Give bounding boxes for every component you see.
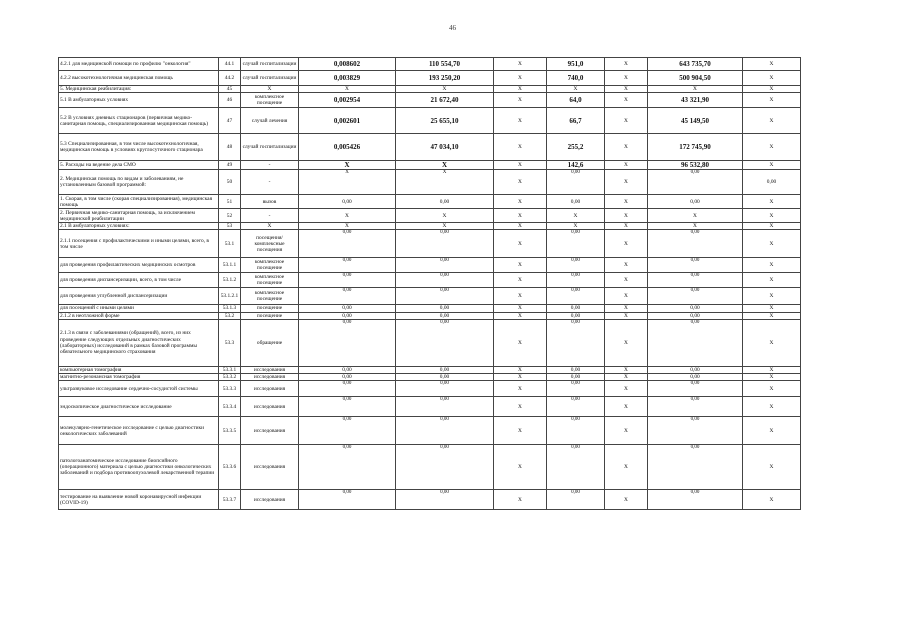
value-percent: 0,00 [743,170,801,195]
value-x: X [605,397,648,417]
financing-table [58,57,801,510]
table-row [59,170,801,195]
table-row [59,195,801,209]
table-row [59,417,801,445]
value-budget: X [494,288,547,305]
value-x: X [605,366,648,373]
value-standard: 0,00 [299,366,396,373]
value-standard: X [299,170,396,195]
value-oms-amount: 0,00 [547,490,605,510]
row-number: 53.3.3 [219,381,241,397]
table-row [59,288,801,305]
row-unit: вызов [241,195,299,209]
value-oms-amount: 255,2 [547,134,605,161]
value-percent: X [743,397,801,417]
value-budget: X [494,445,547,490]
row-number: 53.3.4 [219,397,241,417]
table-row [59,161,801,170]
value-standard: 0,00 [299,381,396,397]
row-name: ультразвуковое исследование сердечно-сосудистой системы [59,381,219,397]
row-number: 53.1.1 [219,258,241,273]
table-row [59,108,801,134]
row-number: 49 [219,161,241,170]
value-oms-amount: 0,00 [547,374,605,381]
table-row [59,374,801,381]
value-percent: X [743,71,801,86]
value-percent: X [743,366,801,373]
row-unit: случай лечения [241,108,299,134]
value-oms-total: 43 321,90 [648,93,743,108]
value-oms-amount: X [547,223,605,230]
row-name: 2.1.2 в неотложной форме [59,312,219,319]
value-x: X [605,223,648,230]
value-oms-total: 96 532,80 [648,161,743,170]
value-oms-amount: 66,7 [547,108,605,134]
value-cost: X [396,209,494,223]
row-name: 4.2.2 высокотехнологичная медицинская помощь [59,71,219,86]
row-number: 53.2 [219,312,241,319]
value-percent: X [743,273,801,288]
value-cost: X [396,223,494,230]
value-percent: X [743,305,801,312]
value-x: X [605,209,648,223]
value-cost: 0,00 [396,397,494,417]
table-row [59,312,801,319]
row-unit: случай госпитализации [241,71,299,86]
value-cost: 0,00 [396,445,494,490]
table-row [59,319,801,366]
value-percent: X [743,108,801,134]
value-standard: 0,00 [299,305,396,312]
value-percent: X [743,195,801,209]
row-number: 53.1.2.1 [219,288,241,305]
row-number: 44.2 [219,71,241,86]
value-cost: X [396,161,494,170]
row-number: 53.1.2 [219,273,241,288]
row-number: 44.1 [219,58,241,71]
value-budget: X [494,319,547,366]
table-row [59,273,801,288]
table-row [59,397,801,417]
row-name: 2.1.3 в связи с заболеваниями (обращений), всего, из них проведение следующих отдельных диагностических (лабораторных) исследований в рамках базовой программы обязательного медицинского страхования [59,319,219,366]
value-oms-amount: 0,00 [547,305,605,312]
table-row [59,230,801,258]
value-cost: 0,00 [396,230,494,258]
row-unit: исследования [241,397,299,417]
row-number: 53.3.2 [219,374,241,381]
value-oms-total: 0,00 [648,319,743,366]
value-percent: X [743,209,801,223]
row-number: 53.3.7 [219,490,241,510]
row-unit: комплексное посещение [241,273,299,288]
value-oms-amount: 740,0 [547,71,605,86]
row-name: молекулярно-генетическое исследование с целью диагностики онкологических заболеваний [59,417,219,445]
row-unit: исследования [241,366,299,373]
value-cost: 0,00 [396,381,494,397]
value-percent: X [743,223,801,230]
row-unit: комплексное посещение [241,93,299,108]
row-unit: - [241,209,299,223]
value-oms-total: 0,00 [648,381,743,397]
value-oms-amount: X [547,209,605,223]
value-percent: X [743,258,801,273]
row-name: патологоанатомическое исследование биопсийного (операционного) материала с целью диагностики онкологических заболеваний и подбора противоопухолевой лекарственной терапии [59,445,219,490]
value-budget: X [494,417,547,445]
value-cost: 0,00 [396,288,494,305]
table-row [59,223,801,230]
value-oms-amount: 951,0 [547,58,605,71]
table-row [59,445,801,490]
value-standard: 0,008602 [299,58,396,71]
row-unit: - [241,170,299,195]
row-unit: комплексное посещение [241,258,299,273]
value-oms-amount: 142,6 [547,161,605,170]
value-oms-total: 0,00 [648,366,743,373]
row-unit: случай госпитализации [241,134,299,161]
value-budget: X [494,258,547,273]
value-oms-total: X [648,209,743,223]
value-percent: X [743,312,801,319]
row-name: магнитно-резонансная томография [59,374,219,381]
value-x: X [605,86,648,93]
value-percent: X [743,374,801,381]
value-x: X [605,319,648,366]
row-name: 5. Расходы на ведение дела СМО [59,161,219,170]
value-cost: 0,00 [396,374,494,381]
row-number: 53.3.6 [219,445,241,490]
value-oms-total: 643 735,70 [648,58,743,71]
row-unit: комплексное посещение [241,288,299,305]
value-x: X [605,195,648,209]
row-name: 2.1 В амбулаторных условиях: [59,223,219,230]
row-number: 50 [219,170,241,195]
value-standard: 0,00 [299,195,396,209]
value-budget: X [494,209,547,223]
value-oms-amount: 0,00 [547,381,605,397]
value-standard: 0,00 [299,319,396,366]
value-x: X [605,108,648,134]
row-unit: исследования [241,490,299,510]
value-cost: 0,00 [396,273,494,288]
value-budget: X [494,381,547,397]
value-oms-total: 0,00 [648,195,743,209]
table-row [59,134,801,161]
value-oms-total: 45 149,50 [648,108,743,134]
value-oms-total: 0,00 [648,273,743,288]
row-name: тестирование на выявление новой коронавирусной инфекции (COVID-19) [59,490,219,510]
value-standard: 0,00 [299,490,396,510]
value-standard: 0,00 [299,258,396,273]
value-percent: X [743,490,801,510]
value-cost: 110 554,70 [396,58,494,71]
value-cost: 47 034,10 [396,134,494,161]
value-oms-amount: 0,00 [547,319,605,366]
value-x: X [605,305,648,312]
value-x: X [605,374,648,381]
row-unit: X [241,223,299,230]
value-oms-total: 172 745,90 [648,134,743,161]
row-number: 53.1.3 [219,305,241,312]
value-standard: X [299,209,396,223]
value-percent: X [743,319,801,366]
table-row [59,93,801,108]
value-x: X [605,230,648,258]
value-standard: 0,00 [299,417,396,445]
value-budget: X [494,195,547,209]
value-oms-amount: X [547,86,605,93]
row-name: 2. Первичная медико-санитарная помощь, за исключением медицинской реабилитации [59,209,219,223]
row-unit: X [241,86,299,93]
value-standard: X [299,223,396,230]
row-name: 5.2 В условиях дневных стационаров (первичная медико-санитарная помощь, специализированная медицинская помощь) [59,108,219,134]
row-name: 5. Медицинская реабилитация: [59,86,219,93]
table-row [59,305,801,312]
value-standard: 0,00 [299,397,396,417]
row-name: для проведения диспансеризации, всего, в том числе [59,273,219,288]
value-standard: X [299,161,396,170]
value-oms-total: 0,00 [648,417,743,445]
value-oms-amount: 0,00 [547,445,605,490]
row-number: 48 [219,134,241,161]
value-x: X [605,288,648,305]
table-row [59,381,801,397]
value-cost: X [396,170,494,195]
row-unit: посещение [241,312,299,319]
row-number: 51 [219,195,241,209]
value-standard: 0,002601 [299,108,396,134]
value-oms-amount: 0,00 [547,312,605,319]
value-oms-total: X [648,223,743,230]
row-name: 1. Скорая, в том числе (скорая специализированная), медицинская помощь [59,195,219,209]
row-name: 5.3 Специализированная, в том числе высокотехнологичная, медицинская помощь в условиях круглосуточного стационара [59,134,219,161]
value-percent: X [743,288,801,305]
table-row [59,366,801,373]
row-unit: посещения/комплексные посещения [241,230,299,258]
value-standard: 0,00 [299,230,396,258]
value-cost: 0,00 [396,490,494,510]
value-percent: X [743,445,801,490]
row-number: 53.3.5 [219,417,241,445]
value-standard: 0,002954 [299,93,396,108]
value-cost: 193 250,20 [396,71,494,86]
value-oms-amount: 0,00 [547,258,605,273]
value-budget: X [494,108,547,134]
value-standard: 0,00 [299,312,396,319]
value-x: X [605,71,648,86]
value-standard: 0,00 [299,374,396,381]
value-standard: X [299,86,396,93]
value-x: X [605,445,648,490]
value-percent: X [743,417,801,445]
row-unit: исследования [241,445,299,490]
value-oms-amount: 64,0 [547,93,605,108]
value-cost: 0,00 [396,195,494,209]
table-row [59,209,801,223]
value-x: X [605,417,648,445]
value-oms-amount: 0,00 [547,170,605,195]
row-name: компьютерная томография [59,366,219,373]
value-standard: 0,00 [299,288,396,305]
row-name: для посещений с иными целями [59,305,219,312]
value-budget: X [494,170,547,195]
table-row [59,86,801,93]
value-cost: X [396,86,494,93]
value-oms-total: 0,00 [648,312,743,319]
row-number: 53.1 [219,230,241,258]
page-number: 46 [449,24,456,32]
value-oms-amount: 0,00 [547,288,605,305]
table-row [59,258,801,273]
value-budget: X [494,134,547,161]
row-unit: исследования [241,374,299,381]
row-number: 53.3.1 [219,366,241,373]
value-budget: X [494,223,547,230]
value-oms-total: 0,00 [648,445,743,490]
value-standard: 0,005426 [299,134,396,161]
table-row [59,71,801,86]
value-oms-total: 0,00 [648,230,743,258]
row-name: 4.2.1 для медицинской помощи по профилю "онкология" [59,58,219,71]
row-name: эндоскопическое диагностическое исследование [59,397,219,417]
row-unit: исследования [241,417,299,445]
value-percent: X [743,161,801,170]
value-budget: X [494,397,547,417]
value-oms-amount: 0,00 [547,366,605,373]
row-name: 2.1.1 посещения с профилактическими и иными целями, всего, в том числе [59,230,219,258]
value-cost: 0,00 [396,258,494,273]
value-x: X [605,93,648,108]
value-oms-total: 0,00 [648,288,743,305]
value-percent: X [743,230,801,258]
value-x: X [605,312,648,319]
value-percent: X [743,58,801,71]
value-oms-amount: 0,00 [547,230,605,258]
value-budget: X [494,490,547,510]
value-oms-total: X [648,86,743,93]
value-standard: 0,00 [299,445,396,490]
row-number: 46 [219,93,241,108]
value-x: X [605,134,648,161]
value-standard: 0,003829 [299,71,396,86]
table-row [59,490,801,510]
value-budget: X [494,161,547,170]
value-percent: X [743,93,801,108]
value-cost: 0,00 [396,305,494,312]
value-percent: X [743,381,801,397]
table-row [59,58,801,71]
row-number: 47 [219,108,241,134]
value-x: X [605,490,648,510]
row-name: для проведения профилактических медицинских осмотров [59,258,219,273]
value-oms-total: 0,00 [648,305,743,312]
value-x: X [605,381,648,397]
row-unit: случай госпитализации [241,58,299,71]
value-budget: X [494,273,547,288]
row-name: 2. Медицинская помощь по видам и заболеваниям, не установленным базовой программой: [59,170,219,195]
value-oms-amount: 0,00 [547,195,605,209]
value-oms-total: 500 904,50 [648,71,743,86]
value-cost: 0,00 [396,312,494,319]
value-percent: X [743,86,801,93]
value-cost: 21 672,40 [396,93,494,108]
value-oms-total: 0,00 [648,258,743,273]
value-percent: X [743,134,801,161]
value-oms-total: 0,00 [648,397,743,417]
value-budget: X [494,58,547,71]
row-name: 5.1 В амбулаторных условиях [59,93,219,108]
value-cost: 0,00 [396,319,494,366]
value-oms-total: 0,00 [648,490,743,510]
row-number: 53.3 [219,319,241,366]
value-budget: X [494,86,547,93]
value-budget: X [494,366,547,373]
value-budget: X [494,312,547,319]
value-budget: X [494,305,547,312]
row-number: 53 [219,223,241,230]
row-unit: посещение [241,305,299,312]
row-unit: - [241,161,299,170]
value-oms-amount: 0,00 [547,417,605,445]
value-cost: 0,00 [396,417,494,445]
value-budget: X [494,71,547,86]
value-budget: X [494,93,547,108]
value-standard: 0,00 [299,273,396,288]
value-budget: X [494,374,547,381]
value-oms-total: 0,00 [648,374,743,381]
value-cost: 0,00 [396,366,494,373]
value-cost: 25 655,10 [396,108,494,134]
value-x: X [605,161,648,170]
row-unit: исследования [241,381,299,397]
value-x: X [605,58,648,71]
value-x: X [605,273,648,288]
value-x: X [605,258,648,273]
row-unit: обращение [241,319,299,366]
value-budget: X [494,230,547,258]
value-oms-total: 0,00 [648,170,743,195]
row-name: для проведения углубленной диспансеризации [59,288,219,305]
row-number: 45 [219,86,241,93]
value-oms-amount: 0,00 [547,397,605,417]
value-x: X [605,170,648,195]
row-number: 52 [219,209,241,223]
value-oms-amount: 0,00 [547,273,605,288]
